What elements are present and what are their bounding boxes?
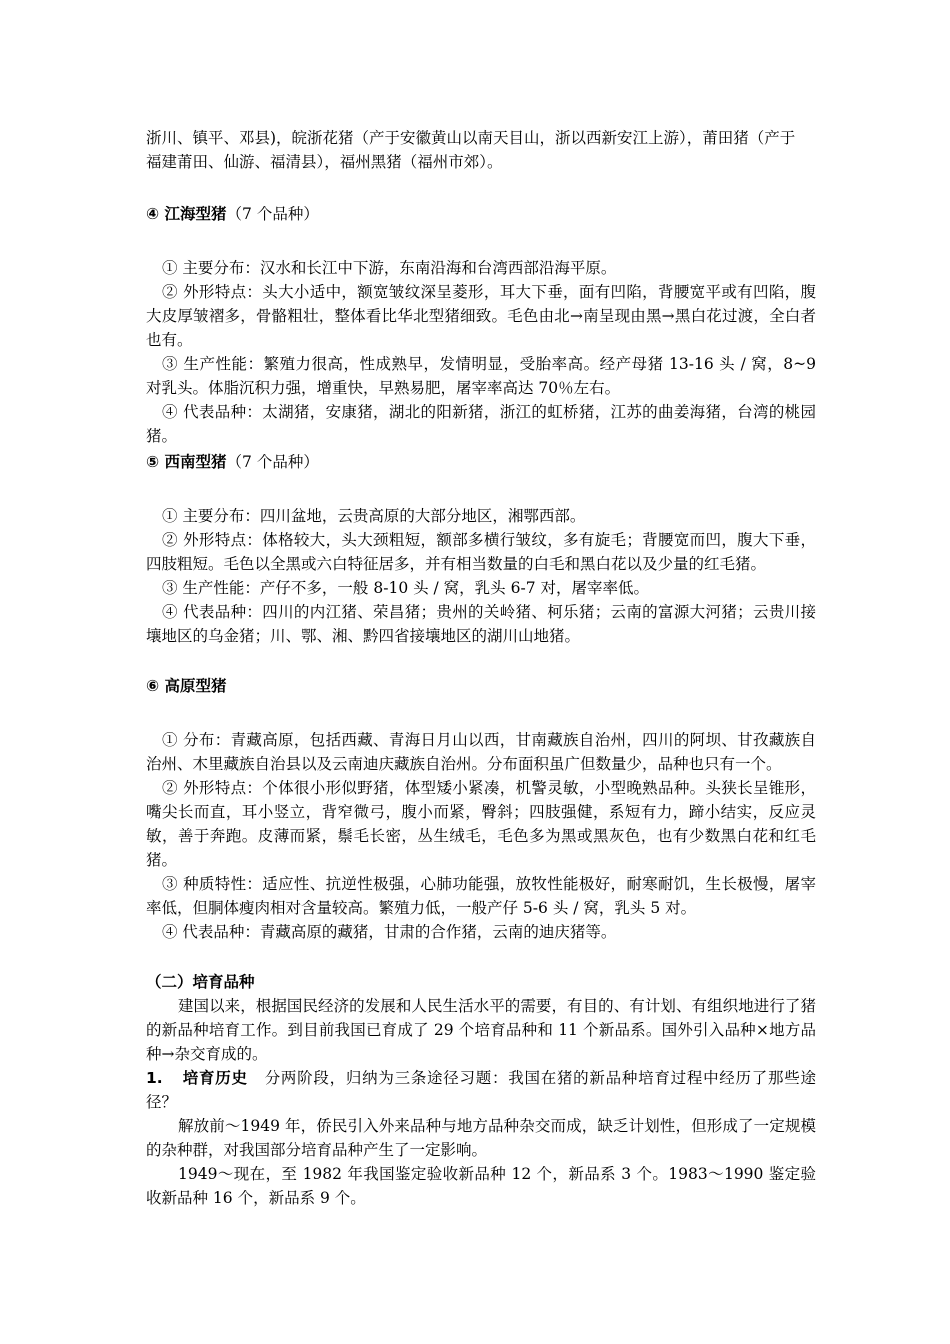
part-title: （二）培育品种 <box>146 973 255 991</box>
paragraph: ③ 生产性能：产仔不多，一般 8-10 头 / 窝，乳头 6-7 对，屠宰率低。 <box>162 579 649 597</box>
paragraph: ④ 代表品种：四川的内江猪、荣昌猪；贵州的关岭猪、柯乐猪；云南的富源大河猪；云贵川接壤地区的乌金猪；川、鄂、湘、黔四省接壤地区的湖川山地猪。 <box>146 603 816 645</box>
paragraph: ② 外形特点：头大小适中，额宽皱纹深呈菱形，耳大下垂，面有凹陷，背腰宽平或有凹陷，腹大皮厚皱褶多，骨骼粗壮，整体看比华北型猪细致。毛色由北→南呈现由黑→黑白花过渡，全白者也有。 <box>146 283 816 349</box>
intro-line-2: 福建莆田、仙游、福清县），福州黑猪（福州市郊）。 <box>146 153 503 171</box>
section-heading <box>146 450 816 474</box>
paragraph: 1949～现在，至 1982 年我国鉴定验收新品种 12 个，新品系 3 个。1983～1990 鉴定验收新品种 16 个，新品系 9 个。 <box>146 1165 816 1207</box>
item-number: 1. <box>146 1069 163 1087</box>
section-note: （7 个品种） <box>226 205 319 223</box>
section-title: ⑥ 高原型猪 <box>146 677 227 695</box>
paragraph: ③ 种质特性：适应性、抗逆性极强，心肺功能强，放牧性能极好，耐寒耐饥，生长极慢，屠宰率低，但胴体瘦肉相对含量较高。繁殖力低，一般产仔 5-6 头 / 窝，乳头 5 对。 <box>146 875 816 917</box>
paragraph: ① 分布：青藏高原，包括西藏、青海日月山以西，甘南藏族自治州，四川的阿坝、甘孜藏族自治州、木里藏族自治县以及云南迪庆藏族自治州。分布面积虽广但数量少，品种也只有一个。 <box>146 731 816 773</box>
item-title: 培育历史 <box>182 1069 248 1087</box>
paragraph: ② 外形特点：个体很小形似野猪，体型矮小紧凑，机警灵敏，小型晚熟品种。头狭长呈锥形，嘴尖长而直，耳小竖立，背窄微弓，腹小而紧，臀斜；四肢强健，系短有力，蹄小结实，反应灵敏，善于奔跑。皮薄而紧，鬃毛长密，丛生绒毛，毛色多为黑或黑灰色，也有少数黑白花和红毛猪。 <box>146 779 816 869</box>
paragraph: 建国以来，根据国民经济的发展和人民生活水平的需要，有目的、有计划、有组织地进行了猪的新品种培育工作。到目前我国已育成了 29 个培育品种和 11 个新品系。国外引入品种×地方品种→杂交育成的。 <box>146 997 816 1063</box>
section-jianghai <box>146 202 816 448</box>
section-gaoyuan <box>146 674 816 944</box>
paragraph: ④ 代表品种：太湖猪，安康猪，湖北的阳新猪，浙江的虹桥猪，江苏的曲姜海猪，台湾的桃园猪。 <box>146 403 816 445</box>
item-text: 分两阶段，归纳为三条途径习题：我国在猪的新品种培育过程中经历了那些途径？ <box>146 1069 816 1111</box>
section-cultivated <box>146 970 816 1210</box>
intro-line-1: 浙川、镇平、邓县)，皖浙花猪（产于安徽黄山以南天目山，浙以西新安江上游），莆田猪（产于 <box>146 129 796 147</box>
paragraph: ③ 生产性能：繁殖力很高，性成熟早，发情明显，受胎率高。经产母猪 13-16 头 / 窝，8~9 对乳头。体脂沉积力强，增重快，早熟易肥，屠宰率高达 70％左右。 <box>146 355 816 397</box>
numbered-item <box>146 1066 816 1114</box>
intro-block <box>146 126 816 174</box>
paragraph: 解放前～1949 年，侨民引入外来品种与地方品种杂交而成，缺乏计划性，但形成了一定规模的杂种群，对我国部分培育品种产生了一定影响。 <box>146 1117 816 1159</box>
section-heading <box>146 674 816 698</box>
section-xinan <box>146 450 816 648</box>
paragraph: ② 外形特点：体格较大，头大颈粗短，额部多横行皱纹，多有旋毛；背腰宽而凹，腹大下垂，四肢粗短。毛色以全黑或六白特征居多，并有相当数量的白毛和黑白花以及少量的红毛猪。 <box>146 531 816 573</box>
paragraph: ① 主要分布：汉水和长江中下游，东南沿海和台湾西部沿海平原。 <box>162 259 617 277</box>
section-note: （7 个品种） <box>226 453 319 471</box>
section-heading <box>146 202 816 226</box>
paragraph: ④ 代表品种：青藏高原的藏猪，甘肃的合作猪，云南的迪庆猪等。 <box>162 923 617 941</box>
paragraph: ① 主要分布：四川盆地，云贵高原的大部分地区，湘鄂西部。 <box>162 507 586 525</box>
section-title: ⑤ 西南型猪 <box>146 453 227 471</box>
section-title: ④ 江海型猪 <box>146 205 227 223</box>
